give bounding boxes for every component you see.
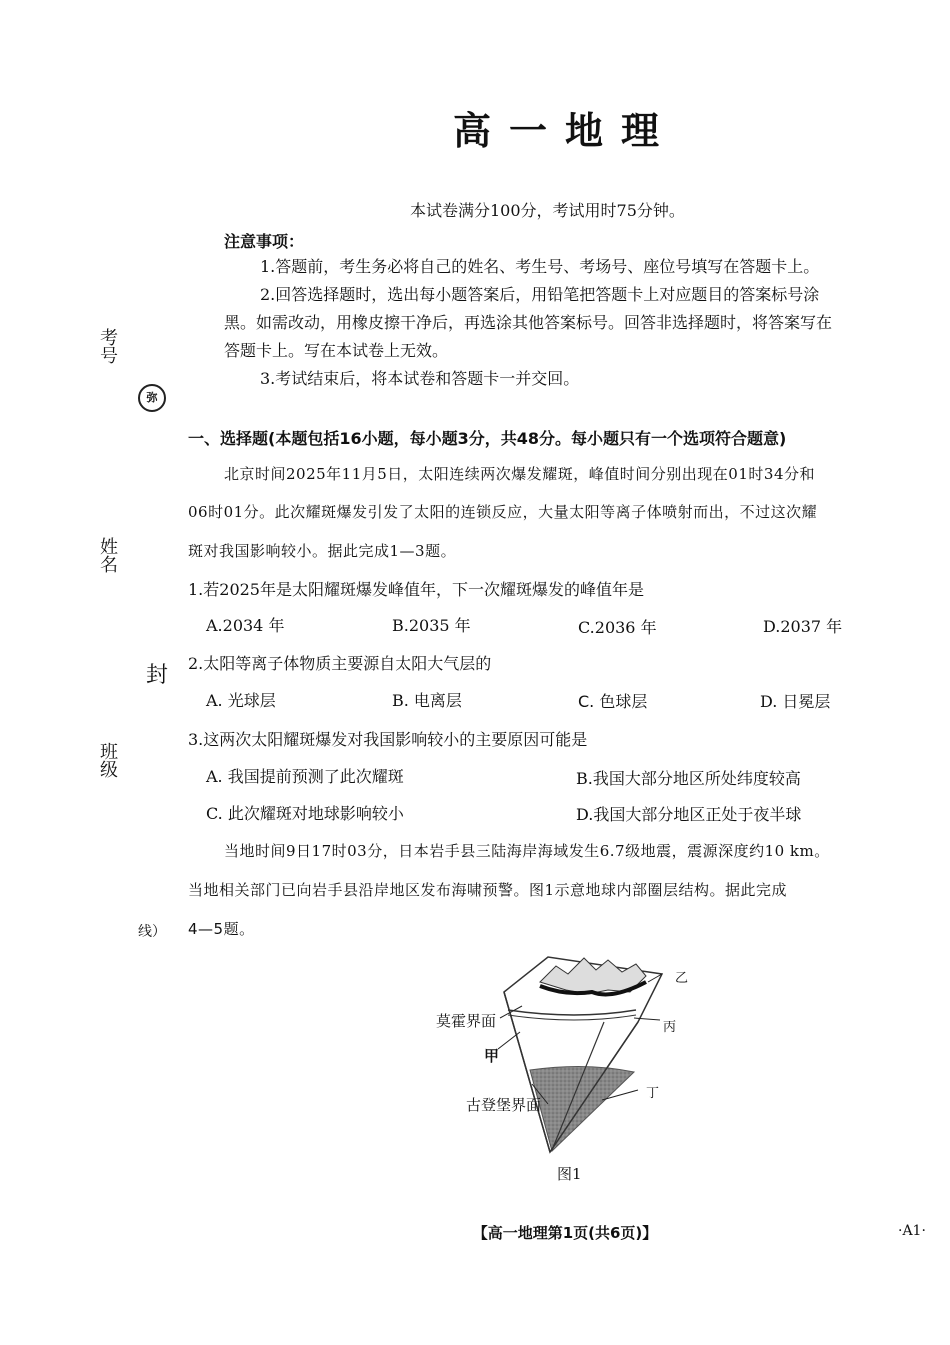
stem1-line-2: 06时01分。此次耀斑爆发引发了太阳的连锁反应，大量太阳等离子体喷射而出，不过这次耀	[188, 503, 818, 521]
question-3: 3.这两次太阳耀斑爆发对我国影响较小的主要原因可能是	[188, 730, 588, 749]
notes-line-1: 1.答题前，考生务必将自己的姓名、考生号、考场号、座位号填写在答题卡上。	[260, 257, 820, 276]
stem1-line-1: 北京时间2025年11月5日，太阳连续两次爆发耀斑，峰值时间分别出现在01时34分和	[224, 465, 815, 483]
page-footer: 【高一地理第1页(共6页)】	[472, 1224, 658, 1242]
stem2-line-2: 当地相关部门已向岩手县沿岸地区发布海啸预警。图1示意地球内部圈层结构。据此完成	[188, 881, 788, 899]
label-jia: 甲	[484, 1047, 500, 1065]
q3-option-a: A. 我国提前预测了此次耀斑	[206, 767, 404, 786]
margin-class: 班级	[97, 742, 118, 778]
question-2: 2.太阳等离子体物质主要源自太阳大气层的	[188, 654, 492, 673]
margin-exam-no: 考号	[97, 328, 118, 364]
q2-option-a: A. 光球层	[206, 691, 276, 710]
margin-xian: 线）	[138, 924, 166, 940]
notes-line-5: 3.考试结束后，将本试卷和答题卡一并交回。	[260, 369, 580, 388]
label-gutenberg: 古登堡界面	[466, 1096, 542, 1114]
seal-mark: 弥	[138, 384, 166, 412]
q1-option-b: B.2035 年	[392, 616, 471, 635]
label-yi: 乙	[675, 971, 689, 986]
stem2-line-1: 当地时间9日17时03分，日本岩手县三陆海岸海域发生6.7级地震，震源深度约10 km。	[224, 842, 830, 860]
paper-code: ·A1·	[898, 1223, 926, 1239]
label-bing: 丙	[663, 1020, 677, 1035]
q1-option-d: D.2037 年	[763, 617, 843, 636]
q1-option-a: A.2034 年	[206, 616, 285, 635]
label-moho: 莫霍界面	[436, 1012, 497, 1030]
q3-option-b: B.我国大部分地区所处纬度较高	[576, 769, 801, 788]
section-heading: 一、选择题(本题包括16小题，每小题3分，共48分。每小题只有一个选项符合题意)	[188, 429, 787, 448]
q2-option-d: D. 日冕层	[760, 692, 831, 711]
q3-option-d: D.我国大部分地区正处于夜半球	[576, 805, 802, 824]
notes-heading: 注意事项：	[224, 232, 305, 251]
question-1: 1.若2025年是太阳耀斑爆发峰值年，下一次耀斑爆发的峰值年是	[188, 580, 644, 599]
stem2-line-3: 4—5题。	[188, 920, 255, 938]
label-ding: 丁	[646, 1086, 660, 1101]
notes-line-3: 黑。如需改动，用橡皮擦干净后，再选涂其他答案标号。回答非选择题时，将答案写在	[224, 313, 833, 332]
notes-line-2: 2.回答选择题时，选出每小题答案后，用铅笔把答题卡上对应题目的答案标号涂	[260, 285, 820, 304]
q1-option-c: C.2036 年	[578, 618, 657, 637]
q2-option-c: C. 色球层	[578, 692, 648, 711]
margin-feng: 封	[146, 663, 169, 688]
figure-caption: 图1	[557, 1165, 582, 1183]
jia-leader	[498, 1032, 520, 1049]
notes-line-4: 答题卡上。写在本试卷上无效。	[224, 341, 449, 360]
earth-interior-figure	[496, 952, 692, 1158]
q3-option-c: C. 此次耀斑对地球影响较小	[206, 804, 404, 823]
q2-option-b: B. 电离层	[392, 691, 462, 710]
page-title: 高一地理	[452, 109, 677, 153]
margin-name: 姓名	[97, 537, 118, 573]
exam-info: 本试卷满分100分，考试用时75分钟。	[410, 201, 685, 220]
stem1-line-3: 斑对我国影响较小。据此完成1—3题。	[188, 542, 457, 560]
